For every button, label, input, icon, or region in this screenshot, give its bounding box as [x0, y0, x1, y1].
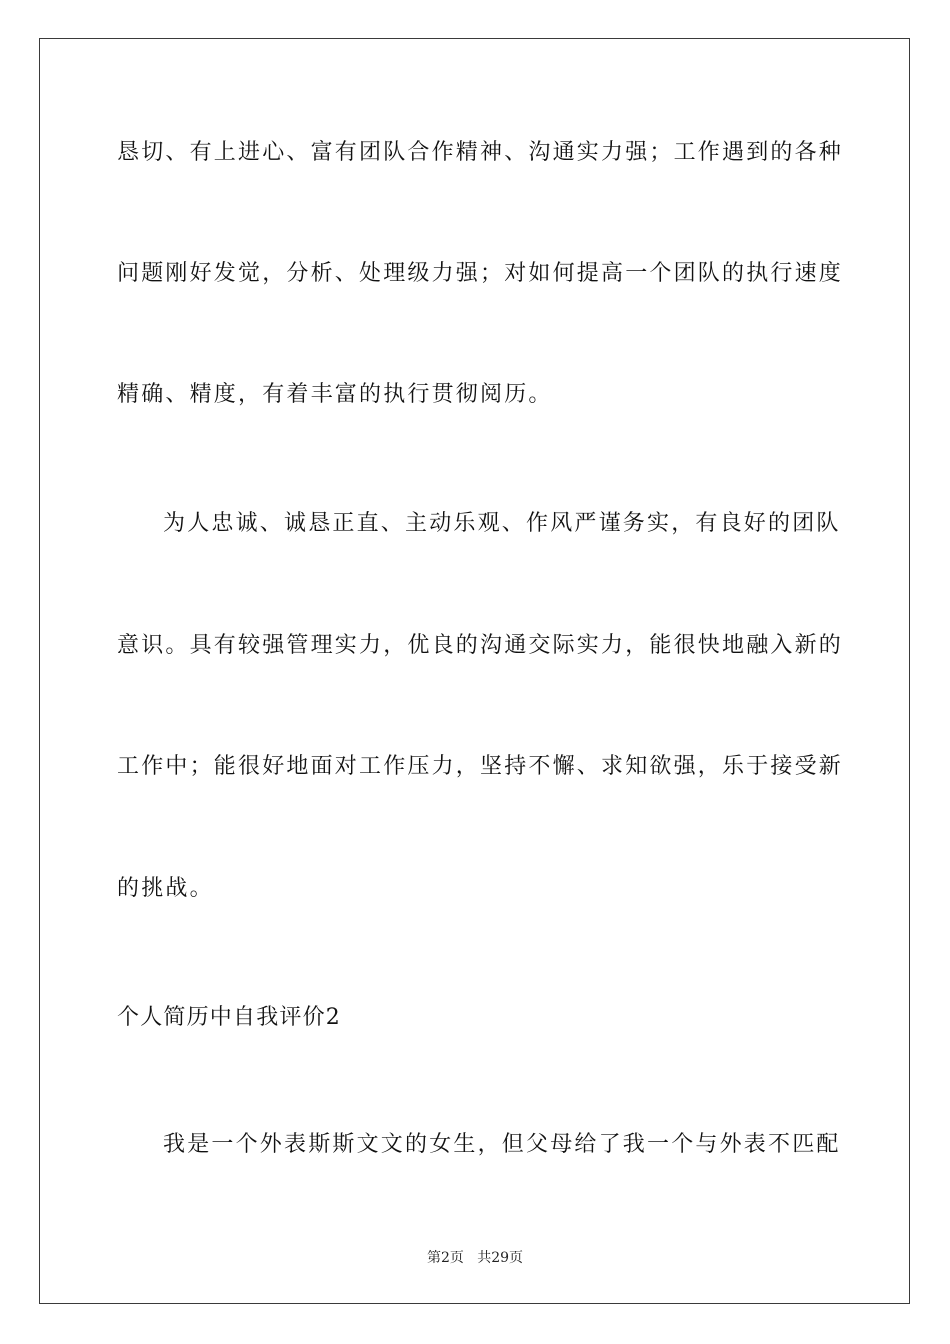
- paragraph-2-line-2: 意识。具有较强管理实力，优良的沟通交际实力，能很快地融入新的: [117, 633, 844, 658]
- paragraph-2-line-1: 为人忠诚、诚恳正直、主动乐观、作风严谨务实，有良好的团队: [163, 511, 841, 536]
- paragraph-1-line-2: 问题刚好发觉，分析、处理级力强；对如何提高一个团队的执行速度: [117, 261, 844, 286]
- paragraph-2-line-3: 工作中；能很好地面对工作压力，坚持不懈、求知欲强，乐于接受新: [117, 754, 844, 779]
- paragraph-1-line-3: 精确、精度，有着丰富的执行贯彻阅历。: [117, 382, 553, 407]
- page-border: [39, 38, 910, 1304]
- section-heading: 个人简历中自我评价2: [117, 1005, 341, 1030]
- paragraph-3-line-1: 我是一个外表斯斯文文的女生，但父母给了我一个与外表不匹配: [163, 1132, 841, 1157]
- paragraph-1-line-1: 恳切、有上进心、富有团队合作精神、沟通实力强；工作遇到的各种: [117, 140, 844, 165]
- page-number-footer: 第2页 共29页: [426, 1250, 524, 1266]
- paragraph-2-line-4: 的挑战。: [117, 876, 214, 901]
